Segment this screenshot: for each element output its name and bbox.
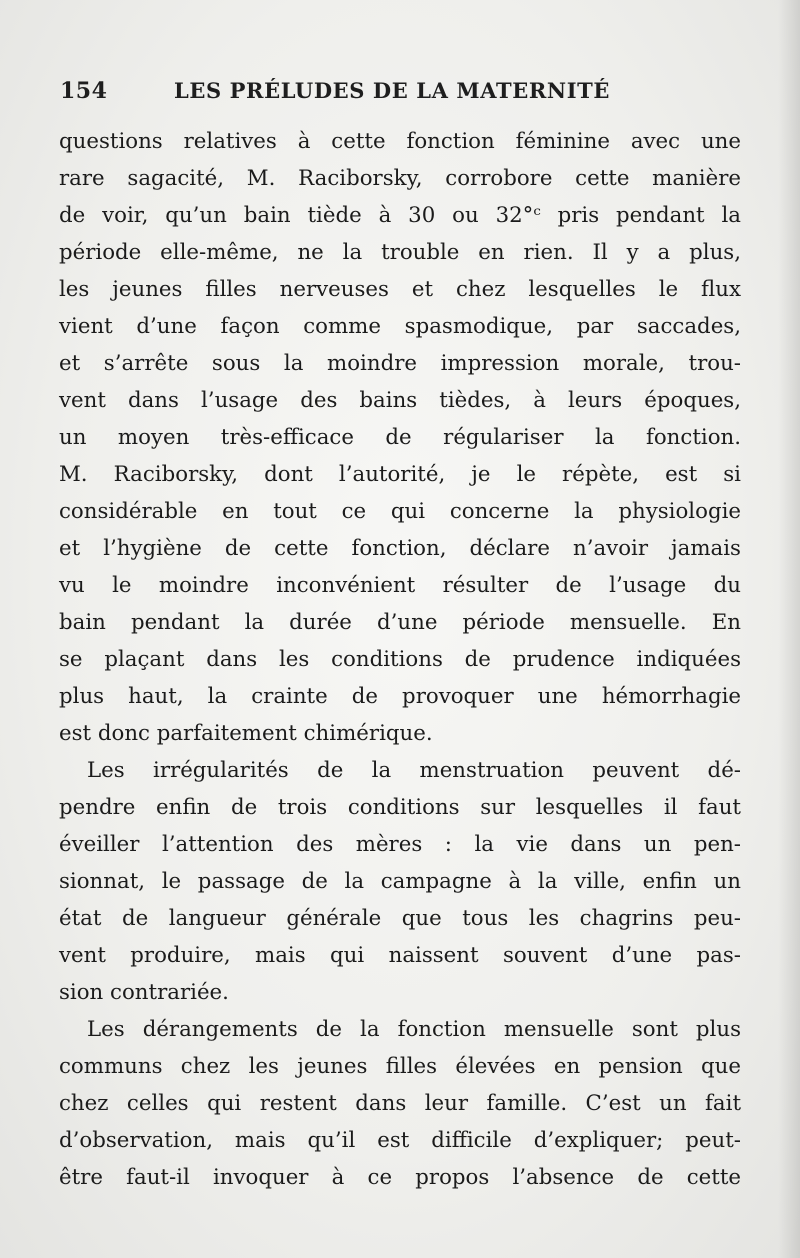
text-line-5: les jeunes filles nerveuses et chez lesquelles le flux [59, 277, 741, 302]
text-line-2: rare sagacité, M. Raciborsky, corrobore cette manière [59, 166, 741, 191]
page-edge-shadow [778, 0, 800, 1258]
text-line-21: sionnat, le passage de la campagne à la ville, enfin un [59, 869, 741, 894]
page-number: 154 [60, 78, 108, 104]
text-line-17: est donc parfaitement chimérique. [59, 721, 433, 746]
text-line-25: Les dérangements de la fonction mensuelle sont plus [87, 1017, 741, 1042]
text-line-3: de voir, qu’un bain tiède à 30 ou 32°ᶜ pris pendant la [59, 203, 741, 228]
text-line-16: plus haut, la crainte de provoquer une hémorrhagie [59, 684, 741, 709]
text-line-1: questions relatives à cette fonction féminine avec une [59, 129, 741, 154]
text-line-6: vient d’une façon comme spasmodique, par saccades, [59, 314, 741, 339]
text-line-23: vent produire, mais qui naissent souvent d’une pas- [59, 943, 741, 968]
text-line-9: un moyen très-efficace de régulariser la fonction. [59, 425, 741, 450]
text-line-7: et s’arrête sous la moindre impression morale, trou- [59, 351, 741, 376]
body-text [59, 123, 741, 1196]
text-line-4: période elle-même, ne la trouble en rien. Il y a plus, [59, 240, 741, 265]
text-line-13: vu le moindre inconvénient résulter de l’usage du [59, 573, 741, 598]
text-line-29: être faut-il invoquer à ce propos l’absence de cette [59, 1165, 741, 1190]
text-line-26: communs chez les jeunes filles élevées en pension que [59, 1054, 741, 1079]
page-header [60, 78, 750, 112]
text-line-28: d’observation, mais qu’il est difficile d’expliquer; peut- [59, 1128, 741, 1153]
text-line-20: éveiller l’attention des mères : la vie dans un pen- [59, 832, 741, 857]
text-line-8: vent dans l’usage des bains tièdes, à leurs époques, [59, 388, 741, 413]
text-line-18: Les irrégularités de la menstruation peuvent dé- [87, 758, 741, 783]
text-line-24: sion contrariée. [59, 980, 229, 1005]
text-line-22: état de langueur générale que tous les chagrins peu- [59, 906, 741, 931]
text-line-19: pendre enfin de trois conditions sur lesquelles il faut [59, 795, 741, 820]
text-line-14: bain pendant la durée d’une période mensuelle. En [59, 610, 741, 635]
text-line-10: M. Raciborsky, dont l’autorité, je le répète, est si [59, 462, 741, 487]
text-line-15: se plaçant dans les conditions de prudence indiquées [59, 647, 741, 672]
text-line-12: et l’hygiène de cette fonction, déclare n’avoir jamais [59, 536, 741, 561]
text-line-11: considérable en tout ce qui concerne la physiologie [59, 499, 741, 524]
text-line-27: chez celles qui restent dans leur famille. C’est un fait [59, 1091, 741, 1116]
running-head: LES PRÉLUDES DE LA MATERNITÉ [174, 78, 610, 103]
